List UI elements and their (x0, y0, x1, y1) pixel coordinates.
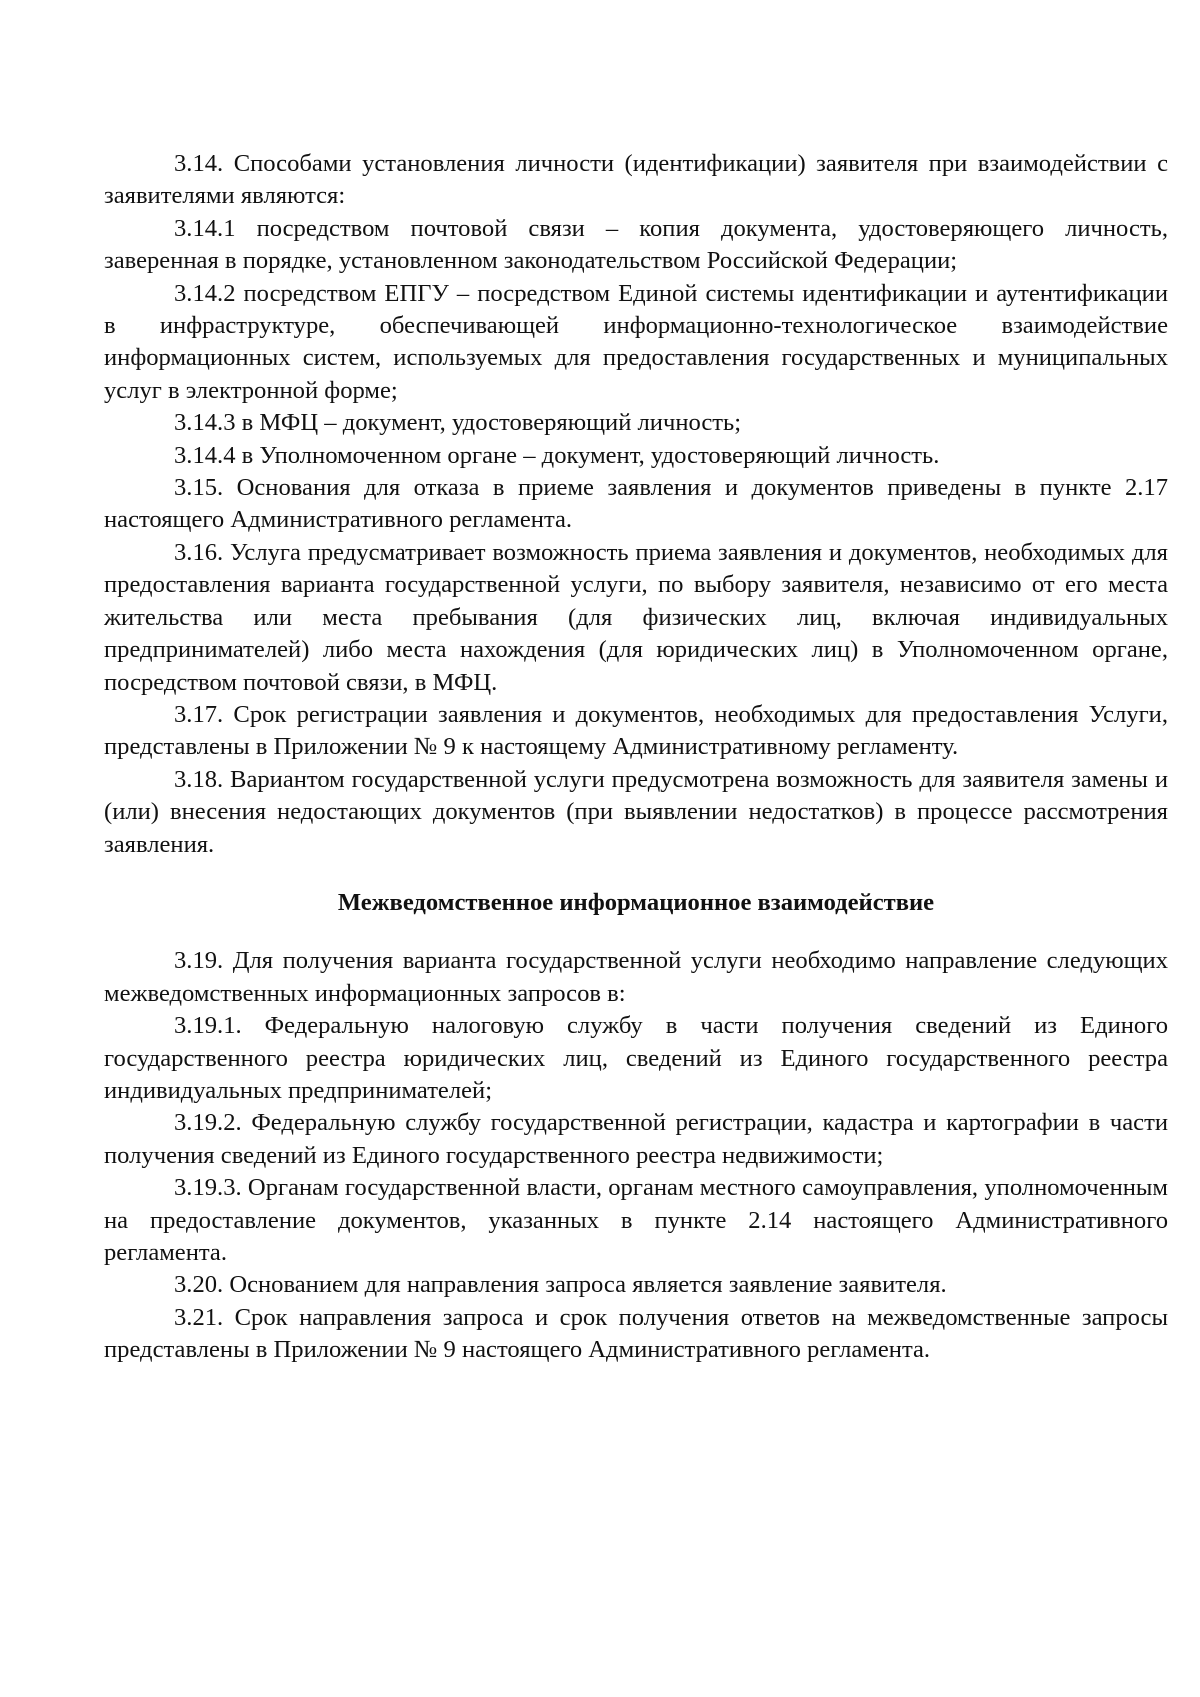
paragraph-3-21: 3.21. Срок направления запроса и срок получения ответов на межведомственные запросы представлены в Приложении № 9 настоящего Административного регламента. (104, 1303, 1168, 1364)
paragraph-3-19: 3.19. Для получения варианта государственной услуги необходимо направление следующих межведомственных информационных запросов в: (104, 947, 1168, 1007)
paragraph-3-14-1: 3.14.1 посредством почтовой связи – копия документа, удостоверяющего личность, заверенная в порядке, установленном законодательством Российской Федерации; (104, 214, 1168, 275)
paragraph-3-20: 3.20. Основанием для направления запроса является заявление заявителя. (174, 1271, 947, 1299)
paragraph-3-14: 3.14. Способами установления личности (идентификации) заявителя при взаимодействии с заявителями являются: (104, 150, 1168, 210)
paragraph-3-14-4: 3.14.4 в Уполномоченном органе – документ, удостоверяющий личность. (174, 441, 940, 469)
paragraph-3-14-2: 3.14.2 посредством ЕПГУ – посредством Единой системы идентификации и аутентификации в инфраструктуре, обеспечивающей информационно-технологическое взаимодействие информационных систем, используемых для предоставления государственных и муниципальных услуг в электронной форме; (104, 279, 1168, 404)
section-heading: Межведомственное информационное взаимодействие (337, 888, 935, 916)
document-page (104, 148, 1168, 1367)
paragraph-3-19-3: 3.19.3. Органам государственной власти, органам местного самоуправления, уполномоченным на предоставление документов, указанных в пункте 2.14 настоящего Административного регламента. (104, 1174, 1168, 1266)
paragraph-3-19-2: 3.19.2. Федеральную службу государственной регистрации, кадастра и картографии в части получения сведений из Единого государственного реестра недвижимости; (104, 1109, 1168, 1169)
paragraph-3-16: 3.16. Услуга предусматривает возможность приема заявления и документов, необходимых для предоставления варианта государственной услуги, по выбору заявителя, независимо от его места жительства или места пребывания (для физических лиц, включая индивидуальных предпринимателей) либо места нахождения (для юридических лиц) в Уполномоченном органе, посредством почтовой связи, в МФЦ. (104, 538, 1168, 696)
paragraph-3-15: 3.15. Основания для отказа в приеме заявления и документов приведены в пункте 2.17 настоящего Административного регламента. (104, 474, 1168, 534)
paragraph-3-19-1: 3.19.1. Федеральную налоговую службу в части получения сведений из Единого государственного реестра юридических лиц, сведений из Единого государственного реестра индивидуальных предпринимателей; (104, 1012, 1168, 1104)
paragraph-3-17: 3.17. Срок регистрации заявления и документов, необходимых для предоставления Услуги, представлены в Приложении № 9 к настоящему Административному регламенту. (104, 700, 1168, 761)
paragraph-3-14-3: 3.14.3 в МФЦ – документ, удостоверяющий личность; (174, 409, 742, 437)
paragraph-3-18: 3.18. Вариантом государственной услуги предусмотрена возможность для заявителя замены и (или) внесения недостающих документов (при выявлении недостатков) в процессе рассмотрения заявления. (104, 765, 1168, 858)
